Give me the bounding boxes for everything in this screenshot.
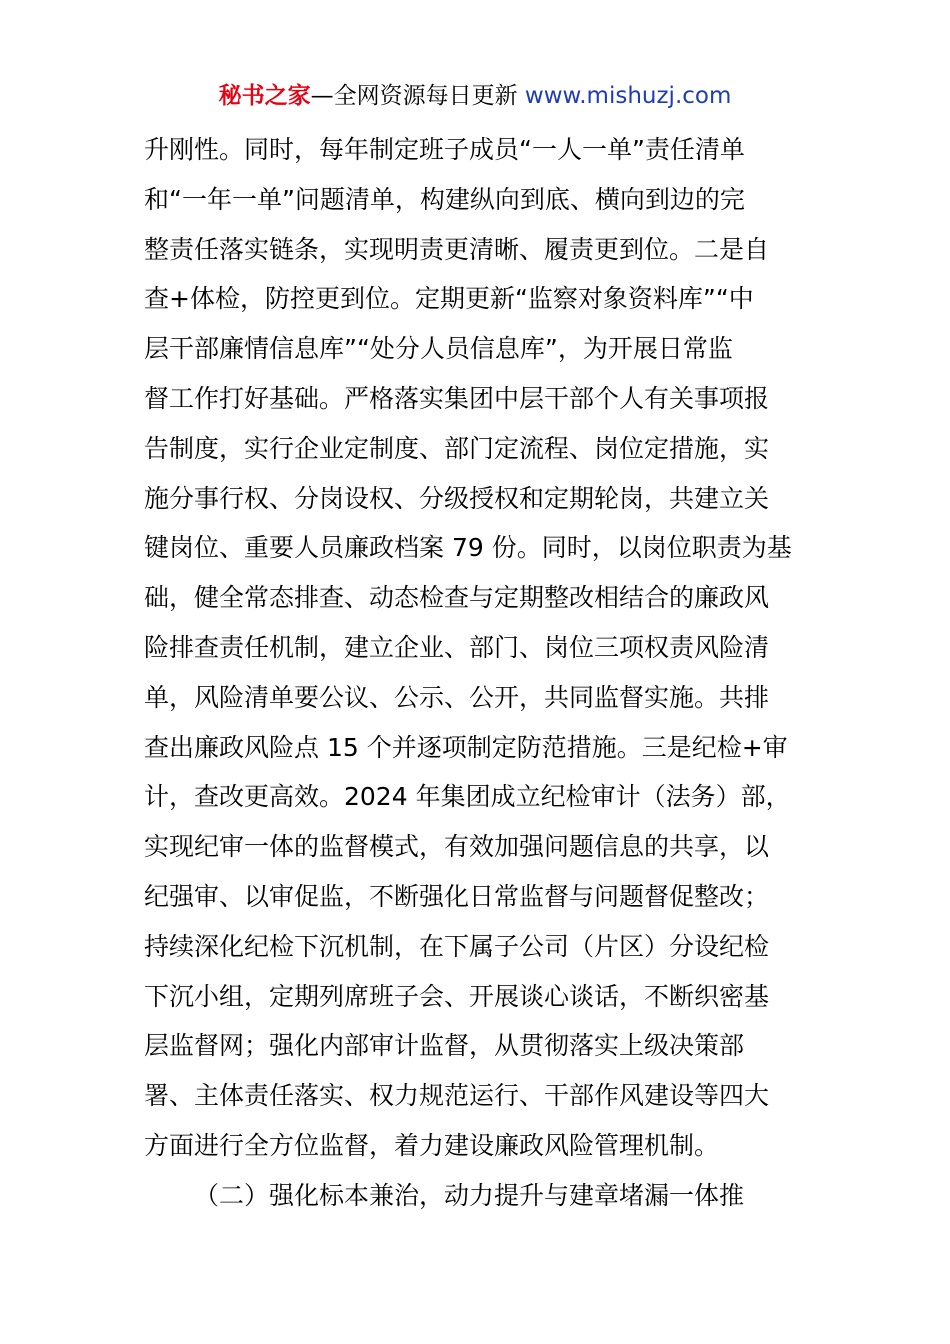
body-line: 施分事行权、分岗设权、分级授权和定期轮岗，共建立关 bbox=[144, 483, 770, 513]
body-line: 署、主体责任落实、权力规范运行、干部作风建设等四大 bbox=[144, 1081, 770, 1111]
body-line: 督工作打好基础。严格落实集团中层干部个人有关事项报 bbox=[144, 383, 770, 413]
site-tagline: —全网资源每日更新 bbox=[310, 83, 518, 109]
site-header bbox=[0, 80, 950, 112]
body-line: 和“一年一单”问题清单，构建纵向到底、横向到边的完 bbox=[144, 184, 745, 214]
body-line: 键岗位、重要人员廉政档案 79 份。同时，以岗位职责为基 bbox=[144, 533, 792, 563]
body-line: 计，查改更高效。2024 年集团成立纪检审计（法务）部， bbox=[144, 782, 791, 812]
body-line: 层监督网；强化内部审计监督，从贯彻落实上级决策部 bbox=[144, 1031, 745, 1061]
body-line: 查出廉政风险点 15 个并逐项制定防范措施。三是纪检+审 bbox=[144, 732, 788, 762]
body-line: 层干部廉情信息库”“处分人员信息库”，为开展日常监 bbox=[144, 334, 733, 364]
section-heading: （二）强化标本兼治，动力提升与建章堵漏一体推 bbox=[194, 1180, 745, 1210]
document-body bbox=[144, 125, 814, 1221]
body-line: 告制度，实行企业定制度、部门定流程、岗位定措施，实 bbox=[144, 433, 770, 463]
body-line: 方面进行全方位监督，着力建设廉政风险管理机制。 bbox=[144, 1130, 720, 1160]
body-line: 查+体检，防控更到位。定期更新“监察对象资料库”“中 bbox=[144, 284, 754, 314]
site-url-link[interactable]: www.mishuzj.com bbox=[524, 83, 732, 109]
body-line: 持续深化纪检下沉机制，在下属子公司（片区）分设纪检 bbox=[144, 931, 770, 961]
body-line: 下沉小组，定期列席班子会、开展谈心谈话，不断织密基 bbox=[144, 981, 770, 1011]
body-line: 险排查责任机制，建立企业、部门、岗位三项权责风险清 bbox=[144, 632, 770, 662]
site-brand: 秘书之家 bbox=[218, 83, 311, 109]
body-line: 础，健全常态排查、动态检查与定期整改相结合的廉政风 bbox=[144, 583, 770, 613]
body-line: 整责任落实链条，实现明责更清晰、履责更到位。二是自 bbox=[144, 234, 770, 264]
body-line: 单，风险清单要公议、公示、公开，共同监督实施。共排 bbox=[144, 682, 770, 712]
body-line: 纪强审、以审促监，不断强化日常监督与问题督促整改； bbox=[144, 881, 770, 911]
body-line: 升刚性。同时，每年制定班子成员“一人一单”责任清单 bbox=[144, 135, 745, 164]
body-line: 实现纪审一体的监督模式，有效加强问题信息的共享，以 bbox=[144, 832, 770, 862]
